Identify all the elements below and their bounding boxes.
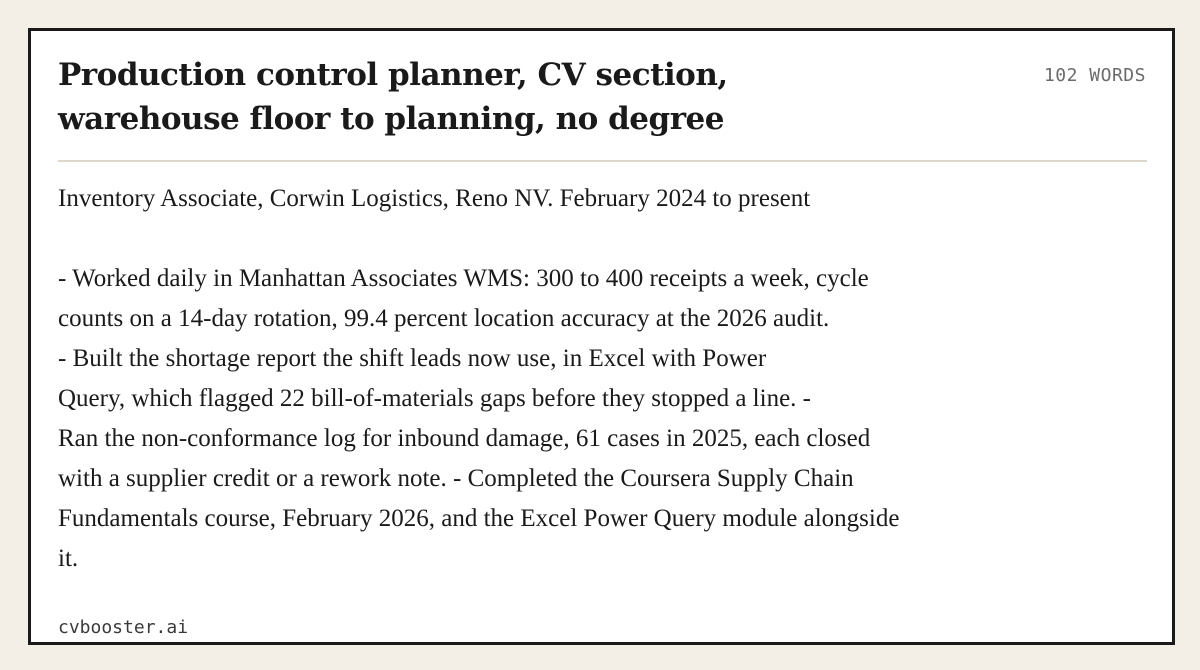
body-line: it.: [58, 545, 79, 572]
body-line: Query, which flagged 22 bill-of-materials gaps before they stopped a line. -: [58, 385, 811, 412]
body-line: counts on a 14-day rotation, 99.4 percent location accuracy at the 2026 audit.: [58, 305, 830, 332]
paragraph-gap: [58, 219, 1068, 259]
cv-body: [58, 179, 1068, 579]
body-line: - Worked daily in Manhattan Associates WMS: 300 to 400 receipts a week, cycle: [58, 265, 869, 292]
page-title: [58, 53, 818, 141]
role-line: Inventory Associate, Corwin Logistics, Reno NV. February 2024 to present: [58, 185, 811, 212]
title-line-1: Production control planner, CV section,: [58, 57, 728, 93]
word-count-badge: 102 WORDS: [1043, 65, 1146, 86]
brand-footer: cvbooster.ai: [58, 617, 189, 638]
header-divider: [58, 160, 1147, 162]
cv-section-card: [28, 28, 1175, 645]
body-line: Ran the non-conformance log for inbound damage, 61 cases in 2025, each closed: [58, 425, 871, 452]
body-line: Fundamentals course, February 2026, and the Excel Power Query module alongside: [58, 505, 900, 532]
body-line: - Built the shortage report the shift leads now use, in Excel with Power: [58, 345, 767, 372]
body-line: with a supplier credit or a rework note. - Completed the Coursera Supply Chain: [58, 465, 854, 492]
title-line-2: warehouse floor to planning, no degree: [58, 101, 724, 137]
